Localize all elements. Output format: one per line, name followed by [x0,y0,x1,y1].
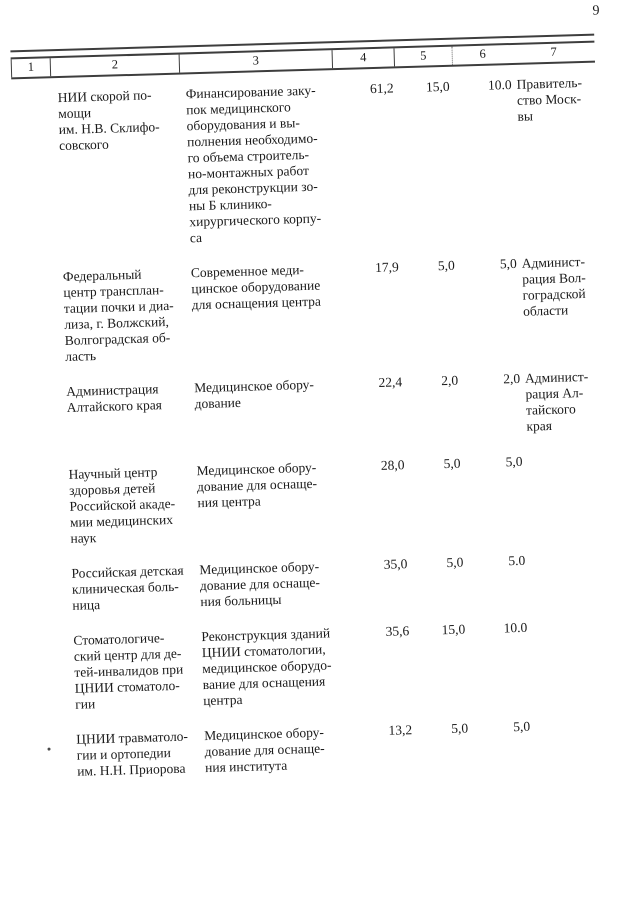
cell-amount-5: 15,0 [441,621,466,638]
cell-institution: Научный центр здоровья детей Российской акаде- мии медицинских наук [68,464,176,546]
table-header-cell: 5 [395,47,453,67]
page-number: 9 [592,3,600,19]
cell-institution: НИИ скорой по- мощи им. Н.В. Склифо- совского [57,87,160,154]
cell-funding-source [532,716,615,766]
cell-row-number [27,633,69,714]
cell-institution: Стоматологиче- ский центр для де- тей-инвалидов при ЦНИИ стоматоло- гии [73,630,184,712]
cell-row-number [25,566,66,615]
cell-amount-5: 15,0 [425,78,450,95]
table-header-cell: 7 [550,44,557,59]
cell-amount-4: 35,6 [385,623,410,639]
table-body [12,75,616,801]
cell-amount-6: 5,0 [512,718,531,735]
table-header-row [11,41,595,80]
table-row [12,75,600,252]
cell-amount-5: 5,0 [451,720,469,737]
cell-amount-6: 10.0 [487,77,512,93]
cell-purpose: Реконструкция зданий ЦНИИ стоматологии, медицинское оборудо- вание для оснащения центра [201,625,332,709]
cell-row-number [22,467,64,548]
cell-purpose: Современное меди- цинское оборудование для оснащения центра [190,262,322,313]
table-row [20,368,606,449]
cell-funding-source [527,550,610,600]
cell-amount-4: 35,0 [383,556,408,572]
cell-amount-5: 5,0 [443,455,461,472]
cell-institution: Администрация Алтайского края [66,381,163,415]
cell-purpose: Медицинское обору- дование для оснаще- ния института [203,724,325,776]
table-header-cell: 3 [180,50,333,72]
cell-row-number [12,90,57,251]
cell-amount-5: 5,0 [446,554,464,571]
cell-institution: Федеральный центр трансплан- тации почки и диа- лиза, г. Волжский, Волгоградская об- ласть [62,266,174,364]
cell-row-number [17,269,60,366]
cell-amount-4: 28,0 [380,457,405,473]
table-header-cell: 6 [479,46,487,61]
cell-amount-4: 13,2 [388,722,413,738]
table-row [22,451,608,548]
cell-funding-source [524,451,608,533]
scan-artifact-dot [47,748,50,751]
cell-amount-4: 17,9 [374,259,400,276]
table-row [30,716,615,781]
cell-amount-6: 2,0 [502,370,521,387]
cell-purpose: Медицинское обору- дование для оснаще- ния центра [196,459,318,511]
cell-purpose: Финансирование заку- пок медицинского оборудования и вы- полнения необходимо- го объема строитель- но-монтажных работ для реконструкции зо- ны Б клинико- хирургического корпу- са [185,82,322,246]
cell-funding-source: Админист- рация Вол- гоградской области [521,253,586,319]
cell-funding-source: Правитель- ство Моск- вы [516,74,583,124]
table-header-cell: 1 [11,58,52,77]
cell-purpose: Медицинское обору- дование [193,376,315,412]
cell-funding-source: Админист- рация Ал- тайского края [524,368,589,434]
cell-institution: Российская детская клиническая боль- ница [71,562,184,613]
cell-funding-source [529,617,613,699]
table-row [25,550,610,615]
cell-purpose: Медицинское обору- дование для оснаще- ния больницы [199,558,321,610]
cell-amount-4: 61,2 [369,80,394,97]
cell-institution: ЦНИИ травматоло- гии и ортопедии им. Н.Н. Приорова [76,728,189,779]
cell-row-number [20,384,62,449]
cell-amount-6: 5,0 [499,255,517,272]
cell-row-number [30,732,71,781]
cell-amount-6: 5,0 [505,453,523,470]
cell-amount-5: 2,0 [440,372,459,389]
table-header-cell: 4 [333,48,395,68]
table-header [10,34,595,80]
cell-amount-6: 5.0 [508,552,526,569]
cell-amount-5: 5,0 [437,257,455,274]
table-row [27,617,613,714]
table-header-cell: 2 [51,55,180,77]
cell-amount-6: 10.0 [503,619,528,636]
table-row [17,254,604,367]
cell-amount-4: 22,4 [378,374,403,390]
